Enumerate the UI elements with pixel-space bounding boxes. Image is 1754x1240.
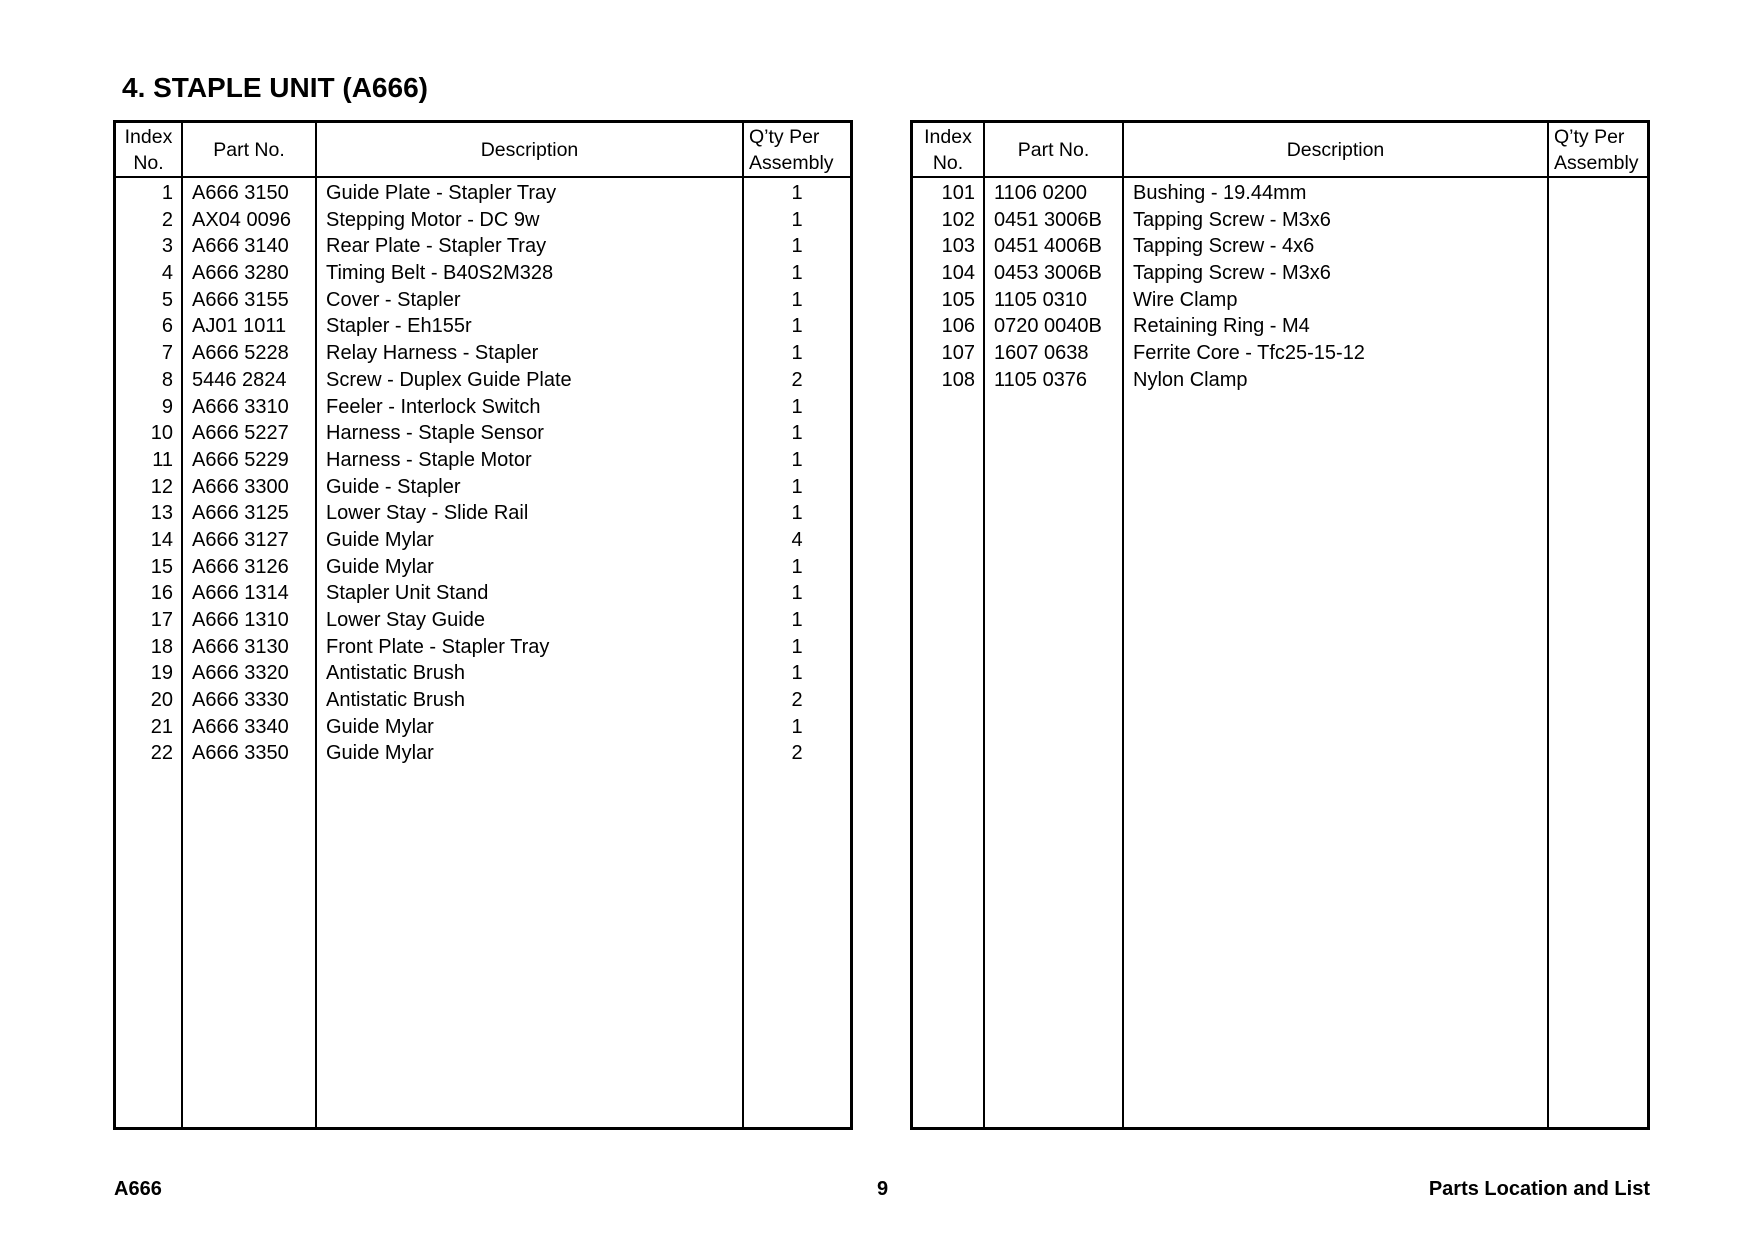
qty-cell: 2 xyxy=(791,742,803,765)
description-cell: Screw - Duplex Guide Plate xyxy=(326,368,572,391)
qty-cell: 1 xyxy=(791,715,803,738)
part-no-cell: AJ01 1011 xyxy=(192,315,287,338)
footer-section: Parts Location and List xyxy=(1428,1178,1650,1200)
description-cell: Relay Harness - Stapler xyxy=(326,342,539,365)
qty-cell: 2 xyxy=(791,368,803,391)
qty-header-line2: Assembly xyxy=(749,151,834,174)
index-column xyxy=(913,123,985,1127)
description-cell: Antistatic Brush xyxy=(326,662,465,685)
index-cell: 5 xyxy=(161,288,173,311)
index-cell: 102 xyxy=(941,208,975,231)
description-cell: Harness - Staple Motor xyxy=(326,448,532,471)
part-no-header: Part No. xyxy=(183,123,315,178)
part-no-cell: 1607 0638 xyxy=(994,342,1089,365)
description-cell: Guide Plate - Stapler Tray xyxy=(326,182,557,204)
qty-cell: 1 xyxy=(791,448,803,471)
index-header-line1: Index xyxy=(124,125,173,148)
parts-table-left xyxy=(113,120,853,1130)
qty-column xyxy=(1549,123,1647,1127)
qty-cell: 1 xyxy=(791,582,803,605)
part-no-cell: 5446 2824 xyxy=(192,368,287,391)
index-cell: 106 xyxy=(941,315,975,338)
index-cell: 1 xyxy=(161,182,173,204)
part-no-column xyxy=(183,123,317,1127)
qty-cell: 1 xyxy=(791,208,803,231)
index-cell: 16 xyxy=(150,582,173,605)
index-cell: 101 xyxy=(941,182,975,204)
description-header: Description xyxy=(1124,123,1547,178)
index-cell: 108 xyxy=(941,368,975,391)
index-cell: 18 xyxy=(150,635,173,658)
description-cell: Stapler - Eh155r xyxy=(326,315,472,338)
qty-header-line2: Assembly xyxy=(1554,151,1639,174)
qty-header-line1: Q’ty Per xyxy=(749,125,820,148)
index-header xyxy=(913,123,983,178)
index-cell: 8 xyxy=(161,368,173,391)
description-cell: Stepping Motor - DC 9w xyxy=(326,208,540,231)
part-no-cell: A666 3140 xyxy=(192,235,289,258)
qty-cell: 1 xyxy=(791,262,803,285)
part-no-cell: A666 3300 xyxy=(192,475,289,498)
part-no-cell: A666 1310 xyxy=(192,609,289,631)
footer-model: A666 xyxy=(114,1178,162,1200)
description-cell: Tapping Screw - 4x6 xyxy=(1133,235,1315,258)
index-cell: 107 xyxy=(941,342,975,365)
description-cell: Tapping Screw - M3x6 xyxy=(1133,262,1331,285)
description-cell: Stapler Unit Stand xyxy=(326,582,489,605)
index-cell: 6 xyxy=(161,315,173,338)
description-cell: Feeler - Interlock Switch xyxy=(326,395,541,418)
qty-header xyxy=(744,123,850,178)
part-no-cell: AX04 0096 xyxy=(192,208,291,231)
index-column xyxy=(116,123,183,1127)
description-cell: Lower Stay - Slide Rail xyxy=(326,502,529,525)
footer-page-number: 9 xyxy=(877,1178,889,1200)
description-cell: Guide Mylar xyxy=(326,555,434,578)
index-cell: 10 xyxy=(150,422,173,445)
part-no-cell: A666 3125 xyxy=(192,502,289,525)
part-no-cell: 0453 3006B xyxy=(994,262,1102,285)
index-cell: 2 xyxy=(161,208,173,231)
qty-cell: 4 xyxy=(791,528,803,551)
index-cell: 21 xyxy=(150,715,173,738)
qty-cell: 1 xyxy=(791,555,803,578)
qty-header xyxy=(1549,123,1647,178)
qty-cell: 1 xyxy=(791,475,803,498)
parts-table-right xyxy=(910,120,1650,1130)
qty-cell: 1 xyxy=(791,502,803,525)
description-cell: Timing Belt - B40S2M328 xyxy=(326,262,554,285)
index-cell: 15 xyxy=(150,555,173,578)
description-cell: Guide Mylar xyxy=(326,742,434,765)
page-title: 4. STAPLE UNIT (A666) xyxy=(122,72,428,103)
qty-cell: 1 xyxy=(791,395,803,418)
index-cell: 20 xyxy=(150,689,173,712)
part-no-cell: A666 3155 xyxy=(192,288,289,311)
qty-cell: 1 xyxy=(791,315,803,338)
qty-cell: 1 xyxy=(791,342,803,365)
description-cell: Front Plate - Stapler Tray xyxy=(326,635,550,658)
index-header-line2: No. xyxy=(932,151,964,174)
qty-cell: 1 xyxy=(791,662,803,685)
part-no-cell: A666 5227 xyxy=(192,422,289,445)
description-cell: Nylon Clamp xyxy=(1133,368,1248,391)
qty-cell: 1 xyxy=(791,288,803,311)
part-no-cell: 1106 0200 xyxy=(994,182,1088,204)
description-column xyxy=(1124,123,1549,1127)
index-header xyxy=(116,123,181,178)
index-cell: 4 xyxy=(161,262,173,285)
index-cell: 12 xyxy=(150,475,173,498)
index-header-line2: No. xyxy=(133,151,164,174)
part-no-cell: A666 5229 xyxy=(192,448,289,471)
part-no-cell: 0451 4006B xyxy=(994,235,1102,258)
description-cell: Antistatic Brush xyxy=(326,689,465,712)
description-header: Description xyxy=(317,123,742,178)
description-cell: Retaining Ring - M4 xyxy=(1133,315,1310,338)
part-no-cell: A666 3130 xyxy=(192,635,289,658)
part-no-header: Part No. xyxy=(985,123,1122,178)
part-no-column xyxy=(985,123,1124,1127)
part-no-cell: A666 3310 xyxy=(192,395,289,418)
qty-cell: 1 xyxy=(791,182,803,204)
description-cell: Ferrite Core - Tfc25-15-12 xyxy=(1133,342,1365,365)
index-cell: 13 xyxy=(150,502,173,525)
index-cell: 104 xyxy=(941,262,975,285)
description-cell: Guide Mylar xyxy=(326,715,434,738)
part-no-cell: A666 3280 xyxy=(192,262,289,285)
index-cell: 3 xyxy=(161,235,173,258)
description-column xyxy=(317,123,744,1127)
part-no-cell: 1105 0376 xyxy=(994,368,1088,391)
description-cell: Bushing - 19.44mm xyxy=(1133,182,1307,204)
part-no-cell: A666 3150 xyxy=(192,182,289,204)
part-no-cell: A666 1314 xyxy=(192,582,289,605)
description-cell: Rear Plate - Stapler Tray xyxy=(326,235,547,258)
part-no-cell: A666 3127 xyxy=(192,528,289,551)
description-cell: Guide Mylar xyxy=(326,528,434,551)
index-cell: 9 xyxy=(161,395,173,418)
qty-cell: 1 xyxy=(791,635,803,658)
index-cell: 7 xyxy=(161,342,173,365)
index-cell: 11 xyxy=(152,448,173,471)
index-cell: 105 xyxy=(941,288,975,311)
index-cell: 17 xyxy=(150,609,173,631)
part-no-cell: A666 3330 xyxy=(192,689,289,712)
description-cell: Cover - Stapler xyxy=(326,288,461,311)
description-cell: Lower Stay Guide xyxy=(326,609,485,631)
part-no-cell: 1105 0310 xyxy=(994,288,1088,311)
description-cell: Wire Clamp xyxy=(1133,288,1238,311)
part-no-cell: 0451 3006B xyxy=(994,208,1102,231)
part-no-cell: A666 3350 xyxy=(192,742,289,765)
qty-cell: 1 xyxy=(791,422,803,445)
description-cell: Harness - Staple Sensor xyxy=(326,422,544,445)
description-cell: Guide - Stapler xyxy=(326,475,461,498)
qty-cell: 2 xyxy=(791,689,803,712)
description-cell: Tapping Screw - M3x6 xyxy=(1133,208,1331,231)
qty-cell: 1 xyxy=(791,235,803,258)
index-cell: 103 xyxy=(941,235,975,258)
part-no-cell: A666 5228 xyxy=(192,342,289,365)
qty-column xyxy=(744,123,850,1127)
part-no-cell: A666 3340 xyxy=(192,715,289,738)
index-cell: 14 xyxy=(150,528,173,551)
qty-header-line1: Q’ty Per xyxy=(1554,125,1625,148)
part-no-cell: A666 3126 xyxy=(192,555,289,578)
index-header-line1: Index xyxy=(924,125,972,148)
qty-cell: 1 xyxy=(791,609,803,631)
part-no-cell: 0720 0040B xyxy=(994,315,1102,338)
index-cell: 19 xyxy=(150,662,173,685)
part-no-cell: A666 3320 xyxy=(192,662,289,685)
index-cell: 22 xyxy=(150,742,173,765)
